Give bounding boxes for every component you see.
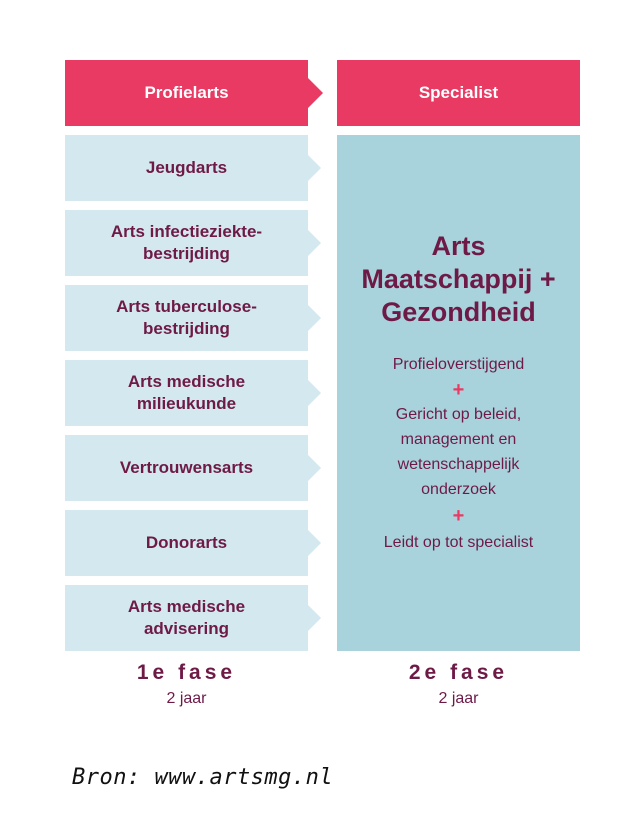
profile-box-advisering xyxy=(65,585,308,651)
specialist-title: Arts Maatschappij + Gezondheid xyxy=(361,231,556,327)
specialist-line-specialist: Leidt op tot specialist xyxy=(383,534,534,551)
profile-arrow xyxy=(307,454,321,482)
profile-box-vertrouwensarts xyxy=(65,435,308,501)
profile-label: Vertrouwensarts xyxy=(119,458,254,477)
source-caption: Bron: www.artsmg.nl xyxy=(72,765,334,790)
profile-label: Arts medische milieukunde xyxy=(127,372,246,413)
header-profielarts xyxy=(65,60,308,126)
profile-box-tuberculosebestrijding xyxy=(65,285,308,351)
profile-arrow xyxy=(307,154,321,182)
profile-label: Arts infectieziekte- bestrijding xyxy=(110,222,263,263)
profile-box-infectieziektebestrijding xyxy=(65,210,308,276)
phase-2-duration: 2 jaar xyxy=(438,690,479,707)
plus-icon: + xyxy=(452,505,465,527)
profile-label: Jeugdarts xyxy=(145,158,228,177)
phase-2-label: 2e fase xyxy=(408,661,509,684)
phase-1-label: 1e fase xyxy=(136,661,237,684)
header-specialist xyxy=(337,60,580,126)
profile-box-jeugdarts xyxy=(65,135,308,201)
profile-arrow xyxy=(307,604,321,632)
profile-arrow xyxy=(307,379,321,407)
profile-label: Arts tuberculose- bestrijding xyxy=(116,297,257,338)
profile-box-milieukunde xyxy=(65,360,308,426)
profile-label: Arts medische advisering xyxy=(127,597,246,638)
profile-arrow xyxy=(307,304,321,332)
header-profielarts-label: Profielarts xyxy=(144,83,229,102)
profile-arrow xyxy=(307,229,321,257)
phase-1-duration: 2 jaar xyxy=(166,690,207,707)
plus-icon: + xyxy=(452,379,465,401)
specialist-line-beleid: Gericht op beleid, management en wetenschappelijk onderzoek xyxy=(395,406,522,498)
header-arrow xyxy=(307,77,323,109)
specialist-line-profieloverstijgend: Profieloverstijgend xyxy=(392,356,525,373)
profile-arrow xyxy=(307,529,321,557)
header-specialist-label: Specialist xyxy=(418,83,499,102)
profile-box-donorarts xyxy=(65,510,308,576)
profile-label: Donorarts xyxy=(145,533,228,552)
